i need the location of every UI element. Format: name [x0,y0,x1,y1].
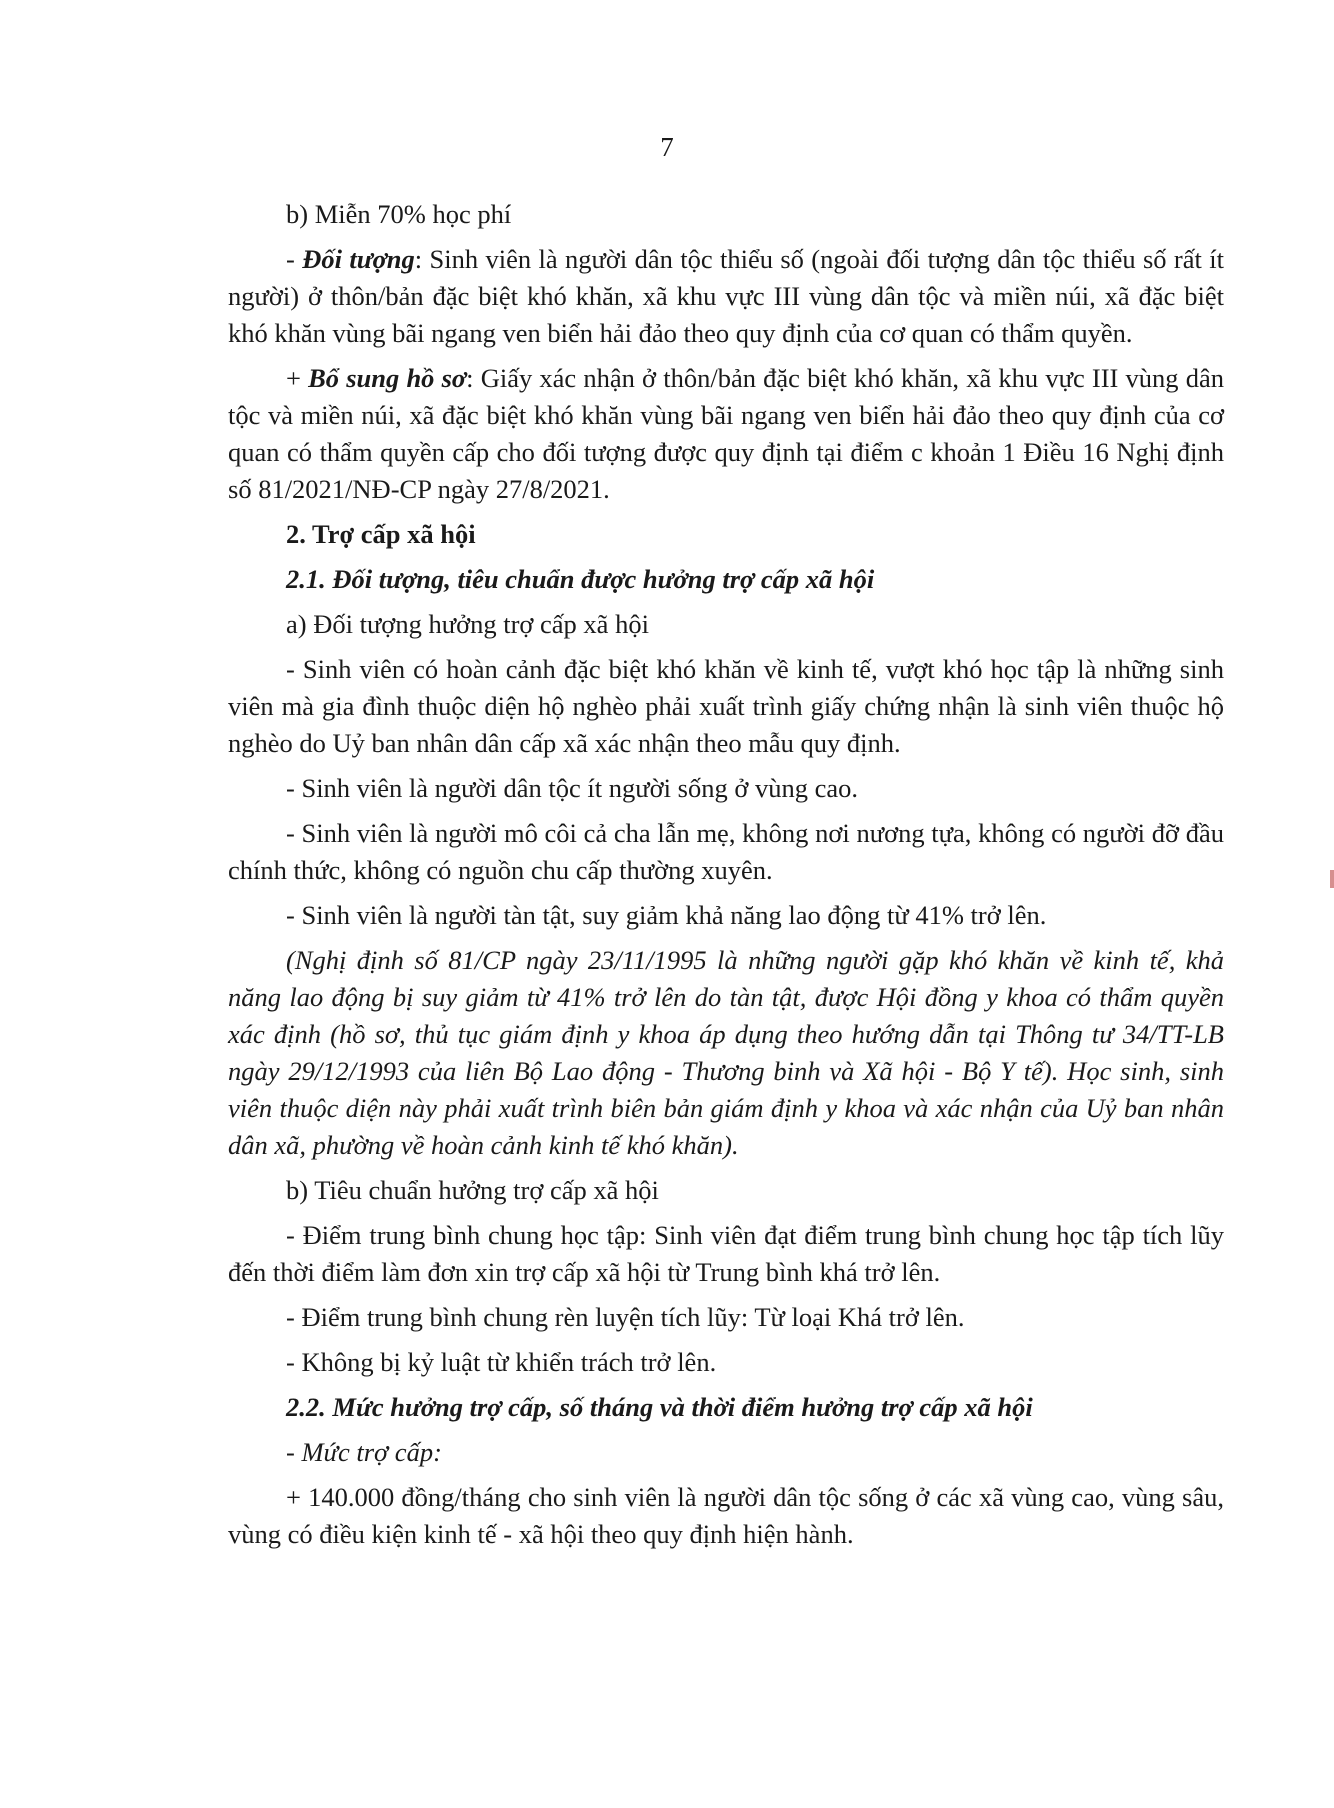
item-a-title: a) Đối tượng hưởng trợ cấp xã hội [286,609,649,639]
section-heading-social-allowance: 2. Trợ cấp xã hội [286,519,476,549]
paragraph-eligible-subjects [228,241,1224,352]
allowance-level-1: + 140.000 đồng/tháng cho sinh viên là người dân tộc sống ở các xã vùng cao, vùng sâu, vùng có điều kiện kinh tế - xã hội theo quy định hiện hành. [228,1482,1224,1549]
text-subjects: : Sinh viên là người dân tộc thiểu số (ngoài đối tượng dân tộc thiểu số rất ít người) ở thôn/bản đặc biệt khó khăn, xã khu vực III vùng dân tộc và miền núi, xã đặc biệt khó khăn vùng bãi ngang ven biển hải đảo theo quy định của cơ quan có thẩm quyền. [228,244,1224,348]
page-number: 7 [660,132,674,162]
scan-edge-mark [1330,870,1334,888]
lead-dash: - [286,244,303,274]
subsection-heading-2-2: 2.2. Mức hưởng trợ cấp, số tháng và thời điểm hưởng trợ cấp xã hội [286,1392,1033,1422]
item-b-1: - Điểm trung bình chung học tập: Sinh viên đạt điểm trung bình chung học tập tích lũy đến thời điểm làm đơn xin trợ cấp xã hội từ Trung bình khá trở lên. [228,1220,1224,1287]
lead-plus: + [286,363,309,393]
document-body [228,196,1224,1561]
label-subjects: Đối tượng [302,244,415,274]
item-a-1: - Sinh viên có hoàn cảnh đặc biệt khó khăn về kinh tế, vượt khó học tập là những sinh viên mà gia đình thuộc diện hộ nghèo phải xuất trình giấy chứng nhận là sinh viên thuộc hộ nghèo do Uỷ ban nhân dân cấp xã xác nhận theo mẫu quy định. [228,654,1224,758]
label-supplementary: Bổ sung hồ sơ [308,363,467,393]
allowance-level-title: - Mức trợ cấp: [286,1437,442,1467]
item-b-2: - Điểm trung bình chung rèn luyện tích lũy: Từ loại Khá trở lên. [286,1302,965,1332]
item-b-3: - Không bị kỷ luật từ khiển trách trở lên. [286,1347,717,1377]
item-a-4: - Sinh viên là người tàn tật, suy giảm khả năng lao động từ 41% trở lên. [286,900,1047,930]
item-a-2: - Sinh viên là người dân tộc ít người sống ở vùng cao. [286,773,858,803]
paragraph-supplementary-docs [228,360,1224,508]
subsection-heading-2-1: 2.1. Đối tượng, tiêu chuẩn được hưởng trợ cấp xã hội [286,564,875,594]
item-a-3: - Sinh viên là người mô côi cả cha lẫn mẹ, không nơi nương tựa, không có người đỡ đầu chính thức, không có nguồn chu cấp thường xuyên. [228,818,1224,885]
text-supplementary: : Giấy xác nhận ở thôn/bản đặc biệt khó khăn, xã khu vực III vùng dân tộc và miền núi, xã đặc biệt khó khăn vùng bãi ngang ven biển hải đảo theo quy định của cơ quan có thẩm quyền cấp cho đối tượng được quy định tại điểm c khoản 1 Điều 16 Nghị định số 81/2021/NĐ-CP ngày 27/8/2021. [228,363,1224,504]
note-decree-81: (Nghị định số 81/CP ngày 23/11/1995 là những người gặp khó khăn về kinh tế, khả năng lao động bị suy giảm từ 41% trở lên do tàn tật, được Hội đồng y khoa có thẩm quyền xác định (hồ sơ, thủ tục giám định y khoa áp dụng theo hướng dẫn tại Thông tư 34/TT-LB ngày 29/12/1993 của liên Bộ Lao động - Thương binh và Xã hội - Bộ Y tế). Học sinh, sinh viên thuộc diện này phải xuất trình biên bản giám định y khoa và xác nhận của Uỷ ban nhân dân xã, phường về hoàn cảnh kinh tế khó khăn). [228,945,1224,1160]
paragraph-tuition-exemption: b) Miễn 70% học phí [286,199,512,229]
item-b-title: b) Tiêu chuẩn hưởng trợ cấp xã hội [286,1175,659,1205]
